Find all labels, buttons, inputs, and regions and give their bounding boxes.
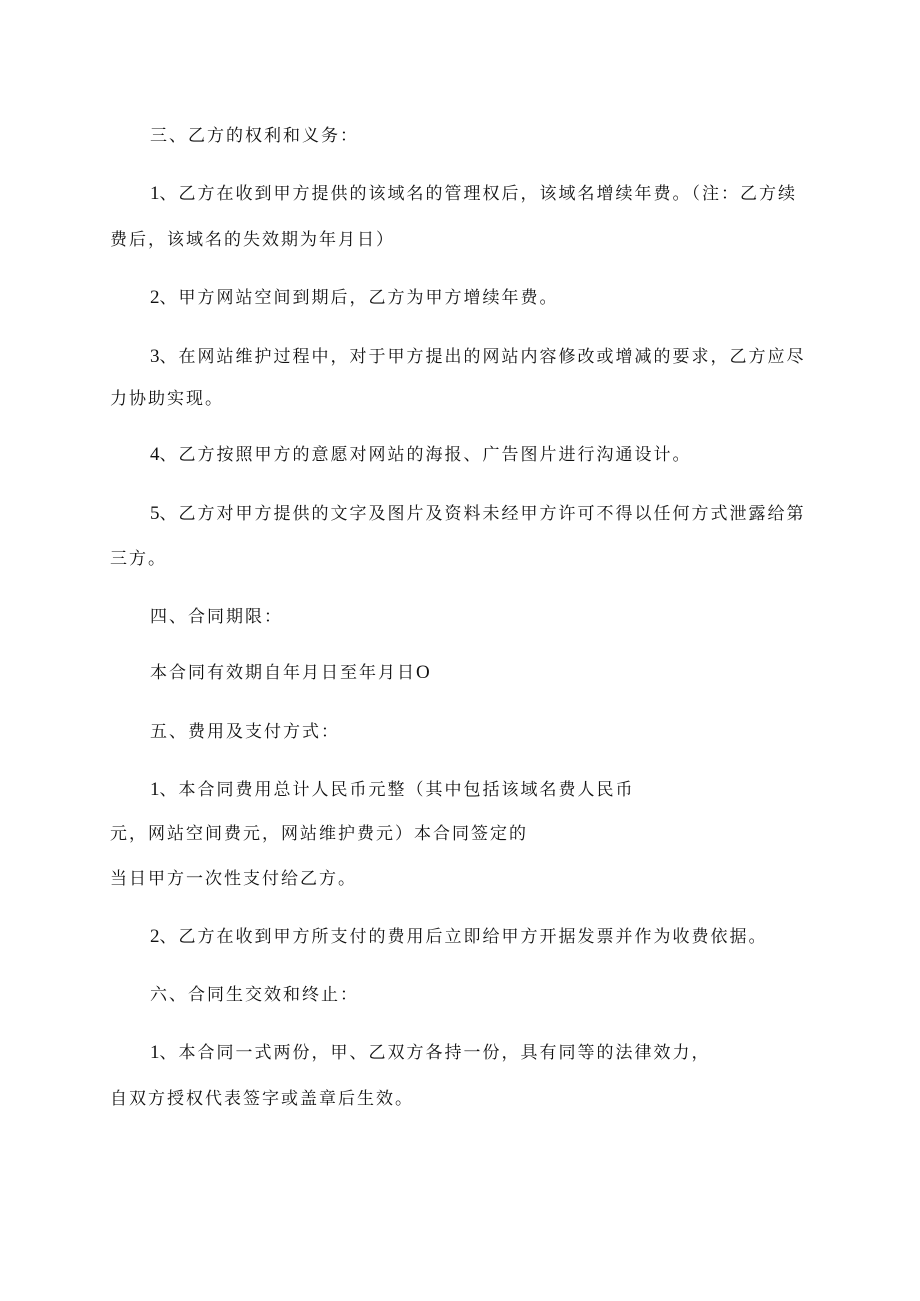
item-number: 2 <box>150 287 160 308</box>
section5-heading: 五、费用及支付方式： <box>150 722 340 742</box>
section6-heading: 六、合同生交效和终止： <box>150 985 359 1005</box>
section3-item2-line1 <box>150 286 559 310</box>
item-number: 1 <box>150 183 160 204</box>
section3-item1-line1 <box>150 182 797 206</box>
item-text: 、乙方在收到甲方提供的该域名的管理权后，该域名增续年费。（注：乙方续 <box>159 184 797 204</box>
section5-item2-line1 <box>150 925 768 949</box>
section5-item1-line3: 当日甲方一次性支付给乙方。 <box>110 869 357 889</box>
section5-item1-line2: 元，网站空间费元，网站维护费元）本合同签定的 <box>110 824 528 844</box>
section4-text <box>150 661 430 685</box>
section3-item4-line1 <box>150 443 692 467</box>
section3-item3-line2: 力协助实现。 <box>110 389 224 409</box>
section5-item1-line1 <box>150 778 635 802</box>
item-number: 3 <box>150 346 160 367</box>
section6-item1-line1 <box>150 1041 711 1065</box>
section3-item3-line1 <box>150 345 806 369</box>
item-number: 4 <box>150 444 160 465</box>
item-text: 、本合同费用总计人民币元整（其中包括该域名费人民币 <box>159 780 635 800</box>
section3-item5-line1 <box>150 502 806 526</box>
section4-heading: 四、合同期限： <box>150 607 283 627</box>
item-text: 、甲方网站空间到期后，乙方为甲方增续年费。 <box>159 288 559 308</box>
trailing-mark: O <box>416 662 430 683</box>
item-number: 2 <box>150 926 160 947</box>
section3-heading: 三、乙方的权利和义务： <box>150 126 359 146</box>
item-text: 、乙方对甲方提供的文字及图片及资料未经甲方许可不得以任何方式泄露给第 <box>159 504 806 524</box>
item-number: 1 <box>150 779 160 800</box>
item-text: 、乙方在收到甲方所支付的费用后立即给甲方开据发票并作为收费依据。 <box>159 927 768 947</box>
section6-item1-line2: 自双方授权代表签字或盖章后生效。 <box>110 1089 414 1109</box>
item-text: 、本合同一式两份，甲、乙双方各持一份，具有同等的法律效力， <box>159 1043 711 1063</box>
item-text: 、在网站维护过程中，对于甲方提出的网站内容修改或增减的要求，乙方应尽 <box>159 347 806 367</box>
item-number: 1 <box>150 1042 160 1063</box>
item-text: 、乙方按照甲方的意愿对网站的海报、广告图片进行沟通设计。 <box>159 445 692 465</box>
item-number: 5 <box>150 503 160 524</box>
section3-item5-line2: 三方。 <box>110 549 167 569</box>
section3-item1-line2: 费后，该域名的失效期为年月日） <box>110 230 395 250</box>
contract-term-text: 本合同有效期自年月日至年月日 <box>150 663 416 683</box>
